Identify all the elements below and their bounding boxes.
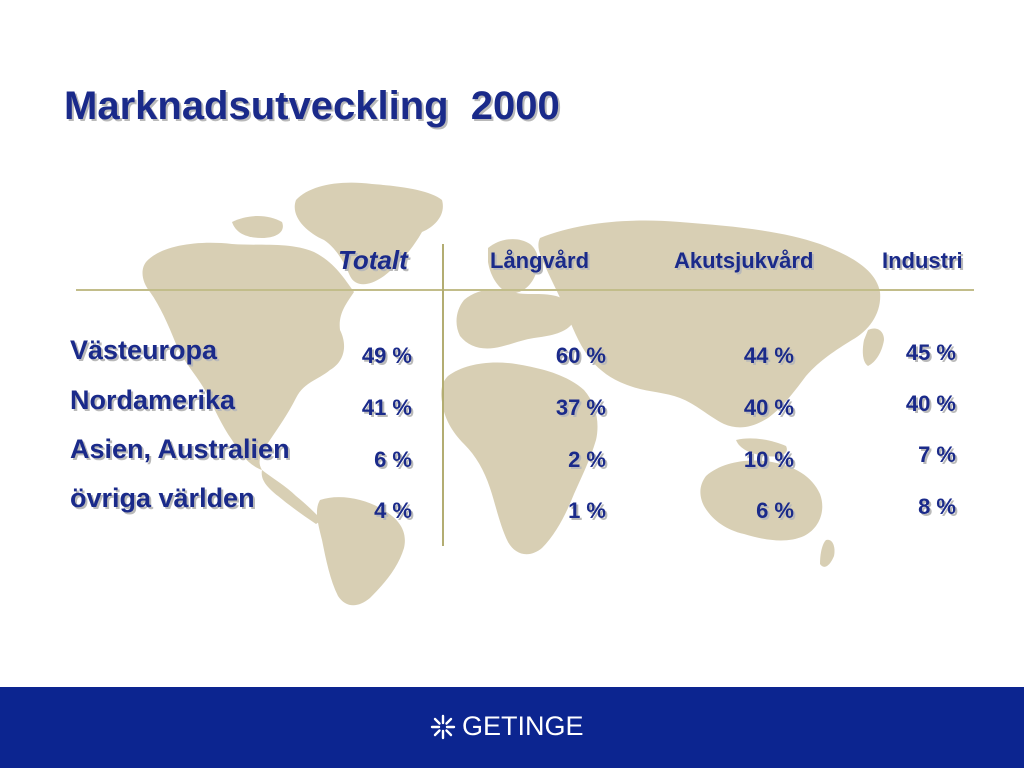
map-arctic-islands xyxy=(232,216,283,238)
logo-text: GETINGE xyxy=(462,711,584,741)
cell-akutsjukvard: 44 % xyxy=(743,343,794,368)
column-header-langvard: Långvård xyxy=(490,248,590,273)
row-label-ovriga-varlden: övriga världen xyxy=(70,483,255,513)
cell-langvard: 60 % xyxy=(555,343,606,368)
page-title: Marknadsutveckling 2000 xyxy=(64,84,560,128)
column-header-akutsjukvard: Akutsjukvård xyxy=(674,248,814,273)
cell-totalt: 49 % xyxy=(361,343,412,368)
column-header-industri: Industri xyxy=(882,248,963,273)
cell-langvard: 1 % xyxy=(568,498,606,523)
row-label-asien-australien: Asien, Australien xyxy=(70,434,290,464)
cell-totalt: 41 % xyxy=(361,395,412,420)
row-label-nordamerika: Nordamerika xyxy=(70,385,236,415)
map-central-america xyxy=(262,470,322,524)
row-label-vasteuropa: Västeuropa xyxy=(70,335,218,365)
cell-totalt: 4 % xyxy=(374,498,412,523)
getinge-logo xyxy=(430,711,584,742)
cell-totalt: 6 % xyxy=(374,447,412,472)
cell-industri: 45 % xyxy=(905,340,956,365)
map-europe xyxy=(457,289,575,348)
column-header-totalt: Totalt xyxy=(338,245,408,275)
cell-langvard: 2 % xyxy=(568,447,606,472)
cell-langvard: 37 % xyxy=(555,395,606,420)
cell-akutsjukvard: 6 % xyxy=(756,498,794,523)
column-divider xyxy=(442,244,444,546)
map-new-zealand xyxy=(820,540,835,567)
header-divider xyxy=(76,289,974,291)
getinge-snowflake-icon xyxy=(430,714,456,740)
cell-industri: 7 % xyxy=(918,442,956,467)
cell-industri: 40 % xyxy=(905,391,956,416)
cell-industri: 8 % xyxy=(918,494,956,519)
cell-akutsjukvard: 10 % xyxy=(743,447,794,472)
cell-akutsjukvard: 40 % xyxy=(743,395,794,420)
